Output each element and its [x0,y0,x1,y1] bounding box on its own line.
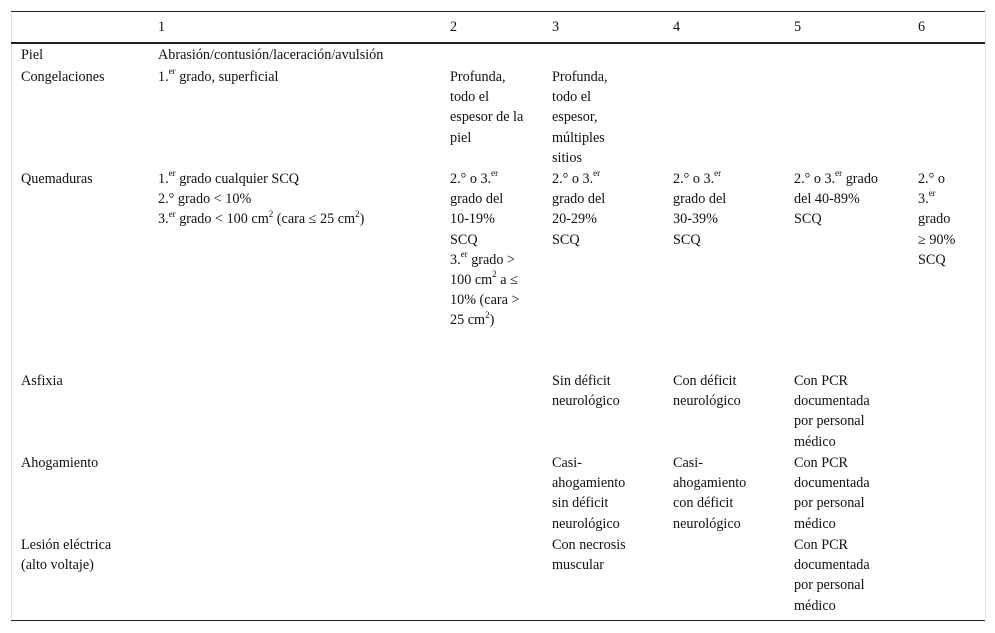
congelaciones-col1: 1.$^{er}$ grado, superficial [158,66,279,85]
table-bottom-rule [11,620,985,621]
quemaduras-col1: 1.$^{er}$ grado cualquier SCQ 2.° grado < 10% 3.$^{er}$ grado < 100 $cm^2$ (cara ≤ 25 $cm^2$) [158,168,365,228]
row-label-quemaduras: Quemaduras [21,171,93,187]
asfixia-col3: Sin déficit neurológico [552,373,620,410]
header-cell-2: 2 [450,19,458,35]
header-cell-6: 6 [918,19,926,35]
row-label-asfixia: Asfixia [21,373,63,389]
row-label-piel: Piel [21,47,44,63]
row-label-congelaciones: Congelaciones [21,69,105,85]
lesion-col3: Con necrosis muscular [552,537,626,574]
header-cell-4: 4 [673,19,681,35]
lesion-col5: Con PCR documentada por personal médico [794,537,870,614]
piel-col1: Abrasión/contusión/laceración/avulsión [158,47,384,63]
row-label-ahogamiento: Ahogamiento [21,455,99,471]
congelaciones-col3: Profunda, todo el espesor, múltiples sitios [552,69,608,166]
quemaduras-col4: 2.° o 3.$^{er}$ grado del 30-39% SCQ [673,168,727,248]
table-top-rule [11,11,985,12]
quemaduras-col3: 2.° o 3.$^{er}$ grado del 20-29% SCQ [552,168,606,248]
ahogamiento-col4: Casi-ahogamiento con déficit neurológico [673,455,747,532]
quemaduras-col2: 2.° o 3.$^{er}$ grado del 10-19% SCQ 3.$^{er}$ grado > 100 $cm^2$ a ≤ 10% (cara > 25 $cm^2$) [450,168,520,329]
header-cell-3: 3 [552,19,560,35]
header-cell-1: 1 [158,19,166,35]
quemaduras-col5: 2.° o 3.$^{er}$ grado del 40-89% SCQ [794,168,879,228]
ahogamiento-col5: Con PCR documentada por personal médico [794,455,870,532]
table-header-rule [11,42,985,44]
congelaciones-col2: Profunda, todo el espesor de la piel [450,69,524,146]
header-cell-5: 5 [794,19,802,35]
row-label-lesion-electrica: Lesión eléctrica (alto voltaje) [21,537,112,574]
asfixia-col5: Con PCR documentada por personal médico [794,373,870,450]
quemaduras-col6: 2.° o 3.$^{er}$ grado ≥ 90% SCQ [918,171,956,268]
ahogamiento-col3: Casi-ahogamiento sin déficit neurológico [552,455,626,532]
asfixia-col4: Con déficit neurológico [673,373,741,410]
